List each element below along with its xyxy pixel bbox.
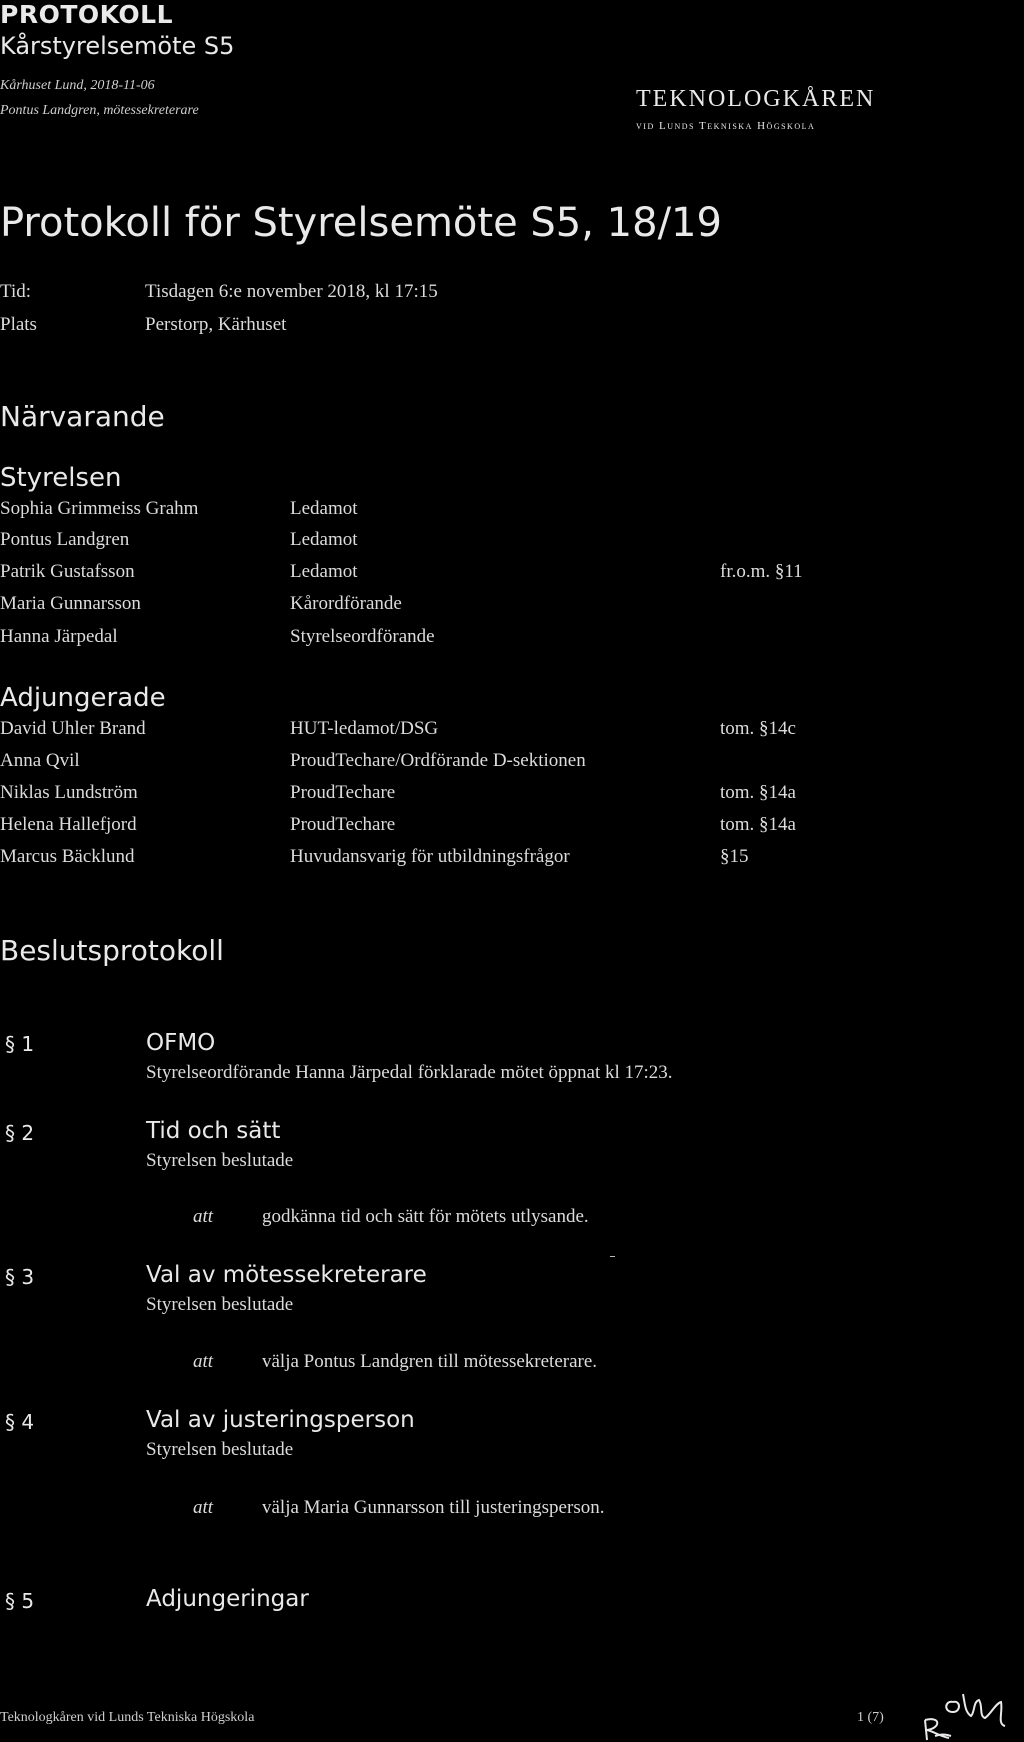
adjunct-name: David Uhler Brand [0,718,146,739]
board-heading: Styrelsen [0,463,122,493]
paragraph-number: § 2 [5,1121,35,1145]
paragraph-text: Styrelsen beslutade [146,1150,294,1171]
meta-place-date: Kårhuset Lund, 2018-11-06 [0,78,155,93]
document-title: Protokoll för Styrelsemöte S5, 18/19 [0,200,722,246]
board-member-name: Pontus Landgren [0,529,130,550]
board-member-name: Sophia Grimmeiss Grahm [0,498,199,519]
board-member-role: Ledamot [290,561,358,582]
board-member-name: Maria Gunnarsson [0,593,141,614]
decisions-heading: Beslutsprotokoll [0,934,224,967]
paragraph-text: Styrelseordförande Hanna Järpedal förklarade mötet öppnat kl 17:23. [146,1062,673,1083]
decision-text: välja Maria Gunnarsson till justeringsperson. [262,1497,605,1518]
adjunct-note: tom. §14c [720,718,796,739]
adjunct-role: ProudTechare/Ordförande D-sektionen [290,750,586,771]
board-member-role: Ledamot [290,498,358,519]
board-member-role: Kårordförande [290,593,402,614]
decision-att-word: att [193,1351,214,1372]
paragraph-number: § 4 [5,1410,35,1434]
adjunct-role: ProudTechare [290,782,396,803]
board-member-name: Patrik Gustafsson [0,561,135,582]
place-value: Perstorp, Kärhuset [145,314,287,335]
paragraph-number: § 3 [5,1265,35,1289]
paragraph-number: § 1 [5,1032,35,1056]
paragraph-heading: OFMO [146,1030,216,1056]
adjunct-name: Niklas Lundström [0,782,138,803]
decision-att-word: att [193,1497,214,1518]
adjunct-note: tom. §14a [720,782,796,803]
adjunct-name: Marcus Bäcklund [0,846,135,867]
meeting-name: Kårstyrelsemöte S5 [0,32,235,60]
adjunct-name: Helena Hallefjord [0,814,137,835]
adjunct-note: tom. §14a [720,814,796,835]
board-member-name: Hanna Järpedal [0,626,118,647]
meta-secretary: Pontus Landgren, mötessekreterare [0,103,199,118]
paragraph-heading: Tid och sätt [146,1118,281,1144]
time-value: Tisdagen 6:e november 2018, kl 17:15 [145,281,438,302]
paragraph-heading: Val av mötessekreterare [146,1262,427,1288]
paragraph-number: § 5 [5,1589,35,1613]
paragraph-text: Styrelsen beslutade [146,1294,294,1315]
handwritten-initials-signature [905,1690,1020,1742]
stray-mark [610,1256,615,1257]
place-label: Plats [0,314,37,335]
organization-logo-subtitle: vid Lunds Tekniska Högskola [636,120,816,132]
paragraph-heading: Val av justeringsperson [146,1407,415,1433]
footer-organization: Teknologkåren vid Lunds Tekniska Högskola [0,1710,255,1725]
board-member-role: Ledamot [290,529,358,550]
adjunct-heading: Adjungerade [0,683,166,713]
attendance-heading: Närvarande [0,400,165,433]
decision-text: godkänna tid och sätt för mötets utlysande. [262,1206,589,1227]
paragraph-heading: Adjungeringar [146,1586,309,1612]
board-member-role: Styrelseordförande [290,626,435,647]
adjunct-note: §15 [720,846,749,867]
organization-logo-title: TEKNOLOGKÅREN [636,86,876,112]
time-label: Tid: [0,281,31,302]
decision-att-word: att [193,1206,214,1227]
adjunct-role: HUT-ledamot/DSG [290,718,439,739]
board-member-note: fr.o.m. §11 [720,561,803,582]
adjunct-name: Anna Qvil [0,750,80,771]
adjunct-role: ProudTechare [290,814,396,835]
decision-text: välja Pontus Landgren till mötessekreterare. [262,1351,598,1372]
page-number: 1 (7) [857,1710,884,1725]
adjunct-role: Huvudansvarig för utbildningsfrågor [290,846,570,867]
document-type-heading: PROTOKOLL [0,0,173,29]
paragraph-text: Styrelsen beslutade [146,1439,294,1460]
